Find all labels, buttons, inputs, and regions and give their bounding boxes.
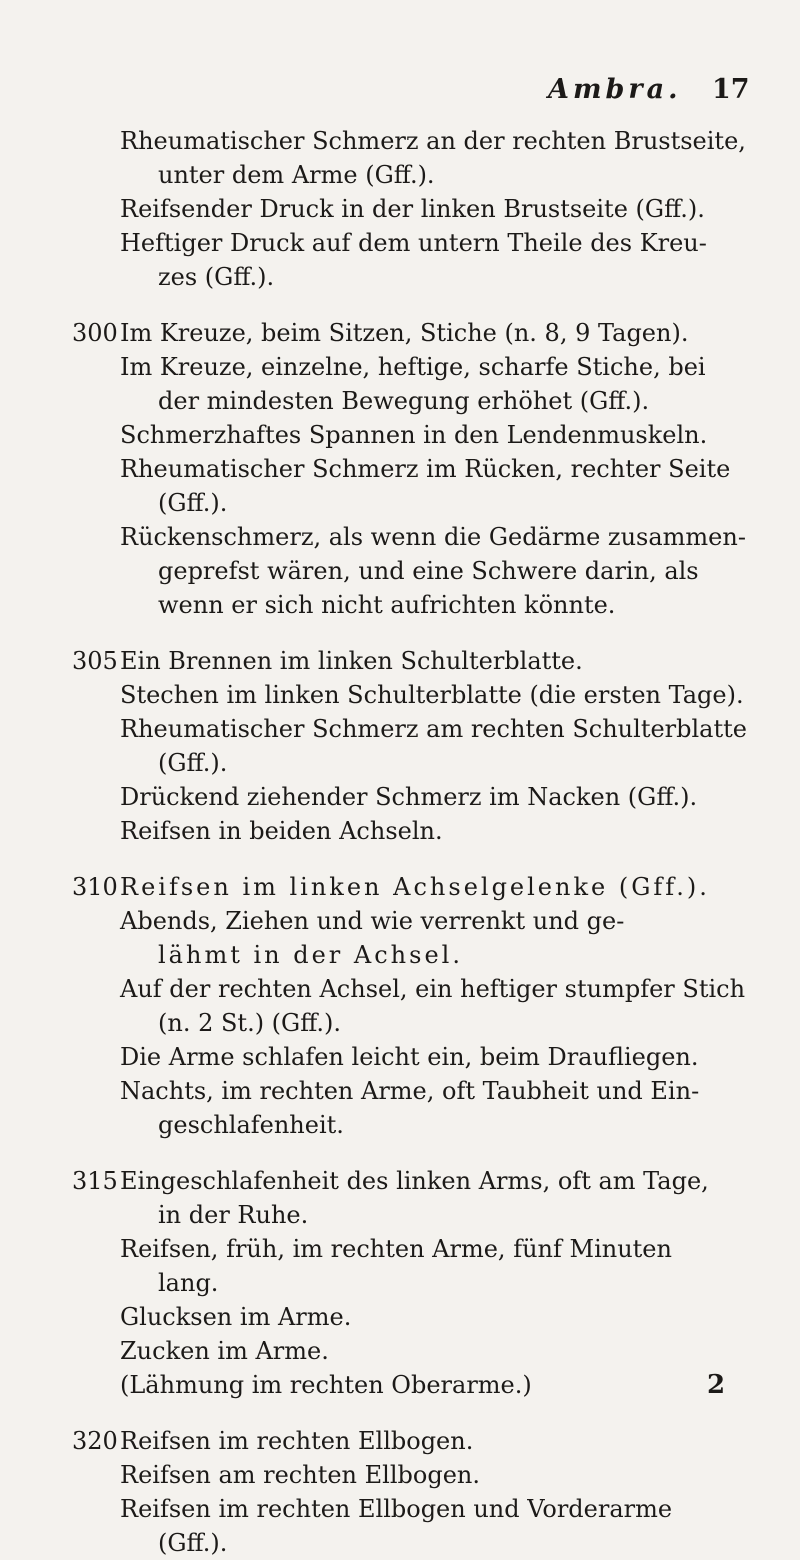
text-line: (Gff.). — [158, 489, 228, 517]
text-line: lang. — [158, 1269, 219, 1297]
text-line: in der Ruhe. — [158, 1201, 309, 1229]
text-line: (n. 2 St.) (Gff.). — [158, 1009, 342, 1037]
text-line: Glucksen im Arme. — [120, 1303, 352, 1331]
entry-number: 315 — [72, 1167, 118, 1195]
text-line: Reifsen in beiden Achseln. — [120, 817, 443, 845]
entry — [72, 1424, 760, 1560]
text-line: Die Arme schlafen leicht ein, beim Draufliegen. — [120, 1043, 699, 1071]
text-line: Auf der rechten Achsel, ein heftiger stumpfer Stich — [120, 975, 746, 1003]
text-line: (Gff.). — [158, 1529, 228, 1557]
entry — [72, 644, 760, 848]
text-line: Reifsen am rechten Ellbogen. — [120, 1461, 480, 1489]
text-line: unter dem Arme (Gff.). — [158, 161, 435, 189]
text-line: Drückend ziehender Schmerz im Nacken (Gff.). — [120, 783, 698, 811]
text-line: geprefst wären, und eine Schwere darin, als — [158, 557, 699, 585]
signature-mark: 2 — [707, 1370, 726, 1400]
text-line: Reifsender Druck in der linken Brustseite (Gff.). — [120, 195, 705, 223]
text-line: Heftiger Druck auf dem untern Theile des Kreu- — [120, 229, 707, 257]
text-line: Reifsen im rechten Ellbogen und Vorderarme — [120, 1495, 673, 1523]
running-title: Ambra. — [548, 74, 682, 105]
text-line: Ein Brennen im linken Schulterblatte. — [120, 647, 583, 675]
text-line: Stechen im linken Schulterblatte (die ersten Tage). — [120, 681, 744, 709]
text-line: Abends, Ziehen und wie verrenkt und ge- — [120, 907, 625, 935]
text-line: Reifsen, früh, im rechten Arme, fünf Minuten — [120, 1235, 672, 1263]
text-line: zes (Gff.). — [158, 263, 275, 291]
entry — [120, 124, 760, 294]
text-line: geschlafenheit. — [158, 1111, 344, 1139]
page-number: 17 — [712, 74, 750, 105]
text-line: wenn er sich nicht aufrichten könnte. — [158, 591, 616, 619]
text-line: Rheumatischer Schmerz im Rücken, rechter Seite — [120, 455, 731, 483]
page-header — [0, 74, 800, 114]
text-line: (Gff.). — [158, 749, 228, 777]
entry — [72, 1164, 760, 1402]
text-line: lähmt in der Achsel. — [158, 941, 463, 969]
text-line: Reifsen im linken Achselgelenke (Gff.). — [120, 873, 710, 901]
text-line: Im Kreuze, beim Sitzen, Stiche (n. 8, 9 Tagen). — [120, 319, 689, 347]
text-line: Rheumatischer Schmerz am rechten Schulterblatte — [120, 715, 747, 743]
text-line: Rückenschmerz, als wenn die Gedärme zusammen- — [120, 523, 746, 551]
text-line: Zucken im Arme. — [120, 1337, 329, 1365]
entry-number: 305 — [72, 647, 118, 675]
entry — [72, 870, 760, 1142]
text-line: Rheumatischer Schmerz an der rechten Brustseite, — [120, 127, 746, 155]
entry-number: 300 — [72, 319, 118, 347]
entry-number: 310 — [72, 873, 118, 901]
text-line: Reifsen im rechten Ellbogen. — [120, 1427, 474, 1455]
text-line: Schmerzhaftes Spannen in den Lendenmuskeln. — [120, 421, 708, 449]
text-line: der mindesten Bewegung erhöhet (Gff.). — [158, 387, 650, 415]
text-line: Im Kreuze, einzelne, heftige, scharfe Stiche, bei — [120, 353, 706, 381]
text-line: Nachts, im rechten Arme, oft Taubheit und Ein- — [120, 1077, 700, 1105]
page-body — [72, 124, 760, 1560]
entry-number: 320 — [72, 1427, 118, 1455]
text-line: (Lähmung im rechten Oberarme.) — [120, 1371, 532, 1399]
text-line: Eingeschlafenheit des linken Arms, oft am Tage, — [120, 1167, 709, 1195]
entry — [72, 316, 760, 622]
